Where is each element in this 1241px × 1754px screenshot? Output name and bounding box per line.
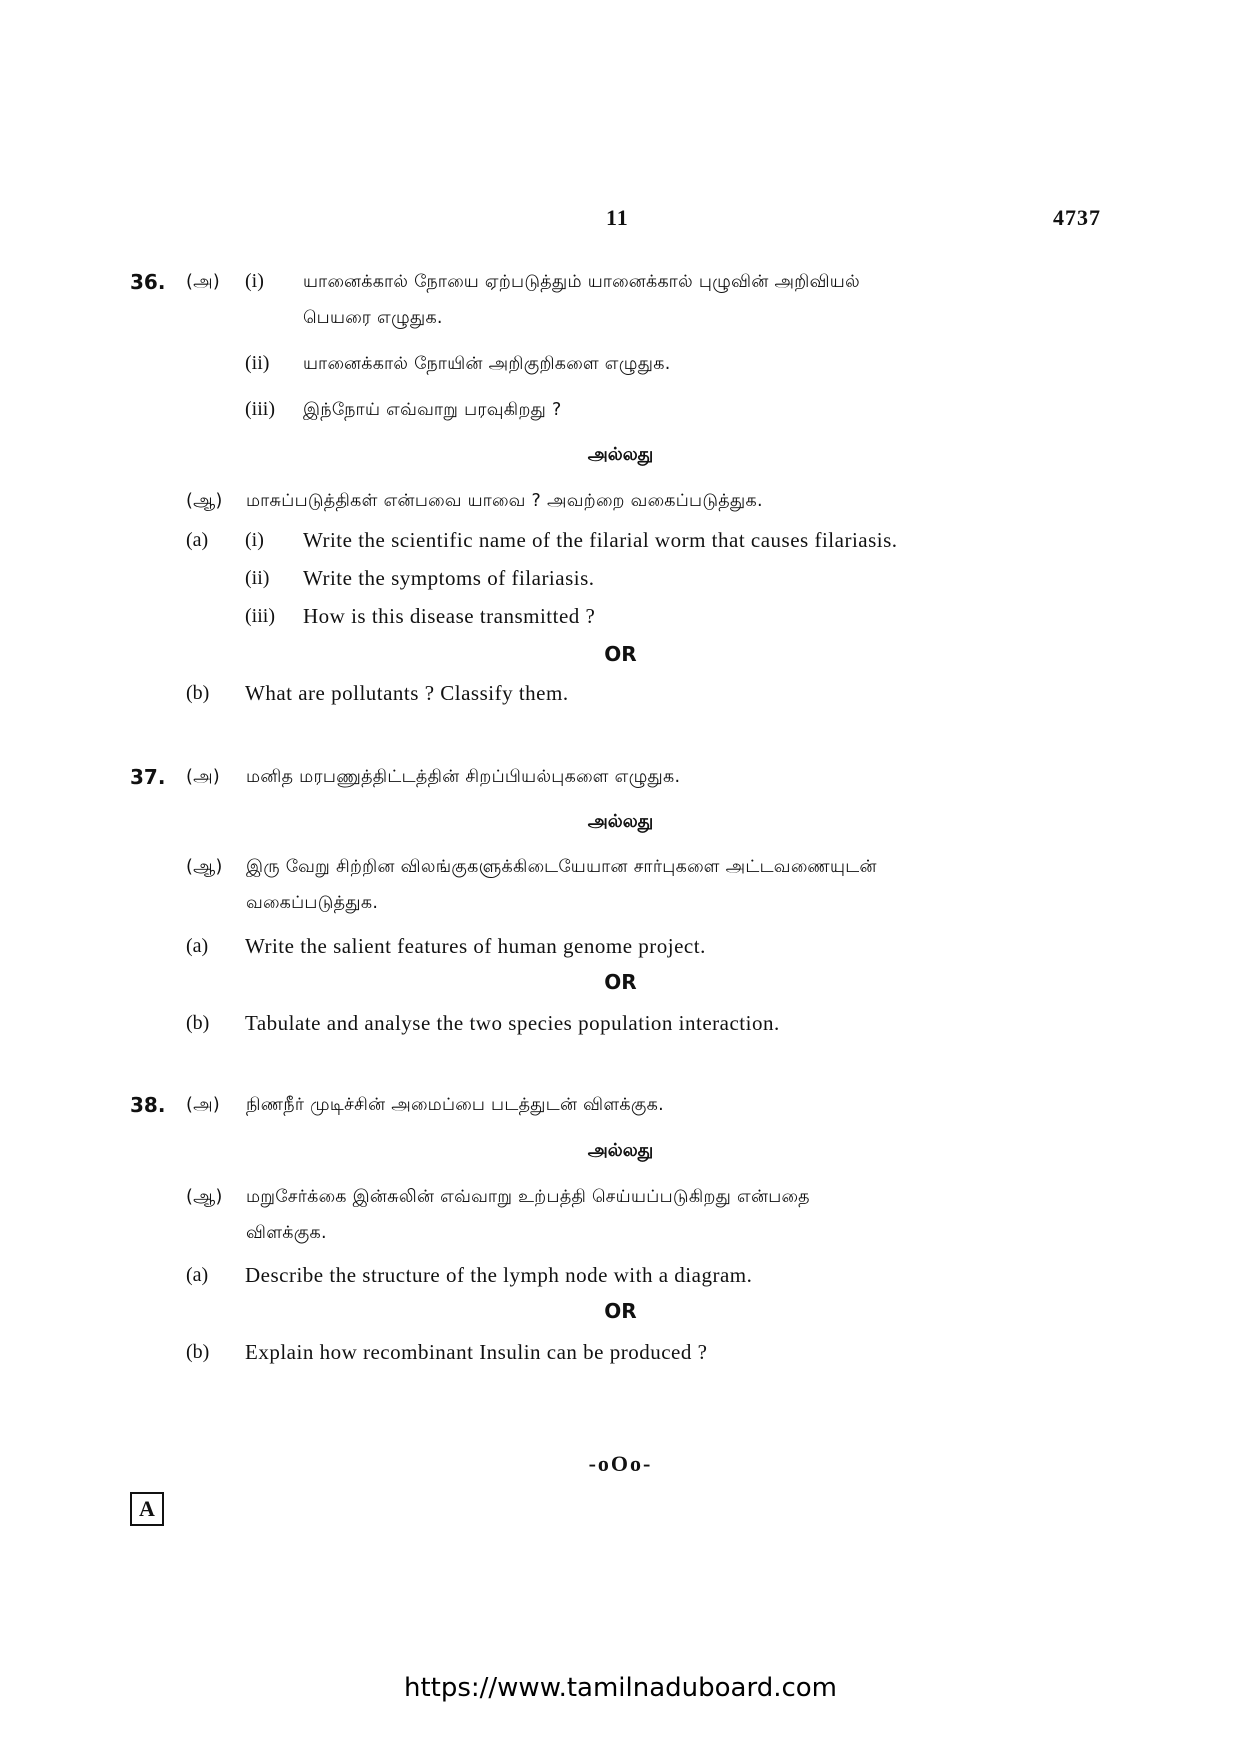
footer-url[interactable]: https://www.tamilnaduboard.com <box>403 1673 838 1703</box>
q36-en-a-iii: How is this disease transmitted ? <box>303 604 596 628</box>
q38-en-a-label: (a) <box>186 1264 209 1286</box>
q36-en-b-text: What are pollutants ? Classify them. <box>245 681 569 705</box>
q38-or-english: OR <box>604 1299 637 1323</box>
q36-or-tamil: அல்லது <box>587 444 654 465</box>
q36-en-a-ii-label: (ii) <box>245 567 270 589</box>
q36-ta-a-i-line1: யானைக்கால் நோயை ஏற்படுத்தும் யானைக்கால் புழுவின் அறிவியல் <box>303 272 860 292</box>
question-number-36: 36. <box>130 270 166 294</box>
q37-ta-a-label: (அ) <box>186 767 221 787</box>
q36-en-b-label: (b) <box>186 682 210 704</box>
q37-en-a-label: (a) <box>186 935 209 957</box>
q37-ta-b-line1: இரு வேறு சிற்றின விலங்குகளுக்கிடையேயான சார்புகளை அட்டவணையுடன் <box>246 857 877 877</box>
end-of-paper-mark: -oOo- <box>588 1451 653 1476</box>
paper-version-mark: A <box>130 1492 164 1526</box>
q38-ta-a-label: (அ) <box>186 1095 221 1115</box>
q38-ta-a-text: நிணநீர் முடிச்சின் அமைப்பை படத்துடன் விளக்குக. <box>246 1095 665 1115</box>
q36-en-a-iii-label: (iii) <box>245 605 275 627</box>
q36-en-a-label: (a) <box>186 529 209 551</box>
q37-ta-b-label: (ஆ) <box>186 857 223 877</box>
q37-or-english: OR <box>604 970 637 994</box>
q37-en-b-text: Tabulate and analyse the two species population interaction. <box>245 1011 780 1035</box>
q36-ta-a-i-line2: பெயரை எழுதுக. <box>303 308 443 328</box>
q36-ta-a-ii-label: (ii) <box>245 352 270 374</box>
question-number-37: 37. <box>130 765 166 789</box>
q36-ta-a-i-label: (i) <box>245 270 264 292</box>
q38-en-b-label: (b) <box>186 1341 210 1363</box>
q36-ta-a-iii-label: (iii) <box>245 398 275 420</box>
q38-en-b-text: Explain how recombinant Insulin can be produced ? <box>245 1340 708 1364</box>
q37-en-b-label: (b) <box>186 1012 210 1034</box>
q36-ta-a-ii: யானைக்கால் நோயின் அறிகுறிகளை எழுதுக. <box>303 354 671 374</box>
q36-ta-b-text: மாசுப்படுத்திகள் என்பவை யாவை ? அவற்றை வகைப்படுத்துக. <box>246 491 763 511</box>
q36-en-a-i: Write the scientific name of the filarial worm that causes filariasis. <box>303 528 898 552</box>
page-number: 11 <box>606 205 629 230</box>
q38-ta-b-line2: விளக்குக. <box>246 1223 327 1243</box>
q36-ta-a-label: (அ) <box>186 272 221 292</box>
q38-or-tamil: அல்லது <box>587 1140 654 1161</box>
paper-code: 4737 <box>1053 205 1101 230</box>
q37-en-a-text: Write the salient features of human genome project. <box>245 934 706 958</box>
question-number-38: 38. <box>130 1093 166 1117</box>
q36-or-english: OR <box>604 642 637 666</box>
q38-en-a-text: Describe the structure of the lymph node with a diagram. <box>245 1263 753 1287</box>
q38-ta-b-line1: மறுசேர்க்கை இன்சுலின் எவ்வாறு உற்பத்தி செய்யப்படுகிறது என்பதை <box>246 1187 810 1207</box>
q37-ta-b-line2: வகைப்படுத்துக. <box>246 893 379 913</box>
q37-or-tamil: அல்லது <box>587 811 654 832</box>
q37-ta-a-text: மனித மரபணுத்திட்டத்தின் சிறப்பியல்புகளை எழுதுக. <box>246 767 681 787</box>
q36-en-a-i-label: (i) <box>245 529 264 551</box>
q36-ta-a-iii: இந்நோய் எவ்வாறு பரவுகிறது ? <box>303 400 562 420</box>
q38-ta-b-label: (ஆ) <box>186 1187 223 1207</box>
q36-en-a-ii: Write the symptoms of filariasis. <box>303 566 595 590</box>
q36-ta-b-label: (ஆ) <box>186 491 223 511</box>
